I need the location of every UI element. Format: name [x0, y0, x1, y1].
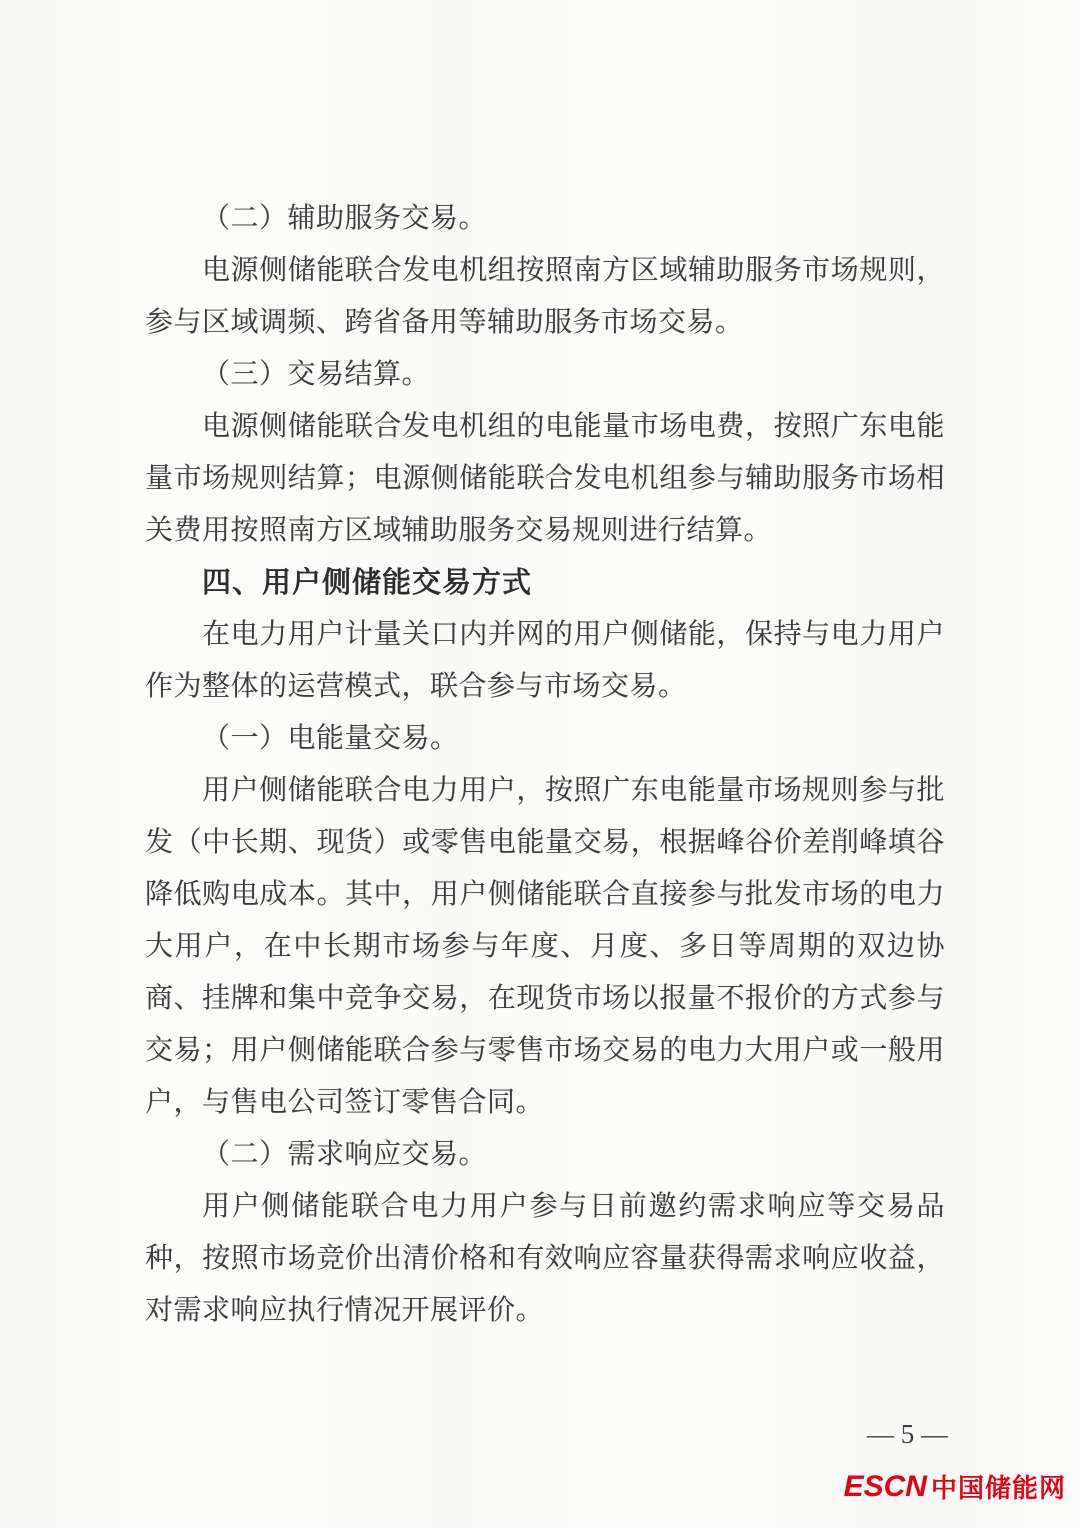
paragraph-aux-service-trading: 电源侧储能联合发电机组按照南方区域辅助服务市场规则，参与区域调频、跨省备用等辅助服务市场交易。 — [145, 255, 945, 338]
paragraph-trade-settlement: 电源侧储能联合发电机组的电能量市场电费，按照广东电能量市场规则结算；电源侧储能联合发电机组参与辅助服务市场相关费用按照南方区域辅助服务交易规则进行结算。 — [145, 411, 945, 546]
subheading-demand-response-trading: （二）需求响应交易。 — [202, 1139, 488, 1170]
page-number: — 5 — — [867, 1419, 948, 1449]
escn-logo-chinese: 中国储能网 — [930, 1473, 1066, 1503]
subheading-aux-service-trading: （二）辅助服务交易。 — [202, 203, 488, 234]
subheading-trade-settlement: （三）交易结算。 — [202, 359, 431, 390]
paragraph-user-side-storage-intro: 在电力用户计量关口内并网的用户侧储能，保持与电力用户作为整体的运营模式，联合参与市场交易。 — [145, 619, 945, 702]
document-body — [145, 193, 945, 1337]
escn-logo-latin: ESCN — [843, 1469, 927, 1503]
paragraph-energy-trading: 用户侧储能联合电力用户，按照广东电能量市场规则参与批发（中长期、现货）或零售电能量交易，根据峰谷价差削峰填谷降低购电成本。其中，用户侧储能联合直接参与批发市场的电力大用户，在中长期市场参与年度、月度、多日等周期的双边协商、挂牌和集中竞争交易，在现货市场以报量不报价的方式参与交易；用户侧储能联合参与零售市场交易的电力大用户或一般用户，与售电公司签订零售合同。 — [145, 775, 945, 1118]
subheading-energy-trading: （一）电能量交易。 — [202, 723, 459, 754]
section-heading-user-side-storage: 四、用户侧储能交易方式 — [202, 567, 533, 599]
paragraph-demand-response-trading: 用户侧储能联合电力用户参与日前邀约需求响应等交易品种，按照市场竞价出清价格和有效响应容量获得需求响应收益，对需求响应执行情况开展评价。 — [145, 1191, 945, 1326]
escn-logo — [844, 1468, 1066, 1505]
